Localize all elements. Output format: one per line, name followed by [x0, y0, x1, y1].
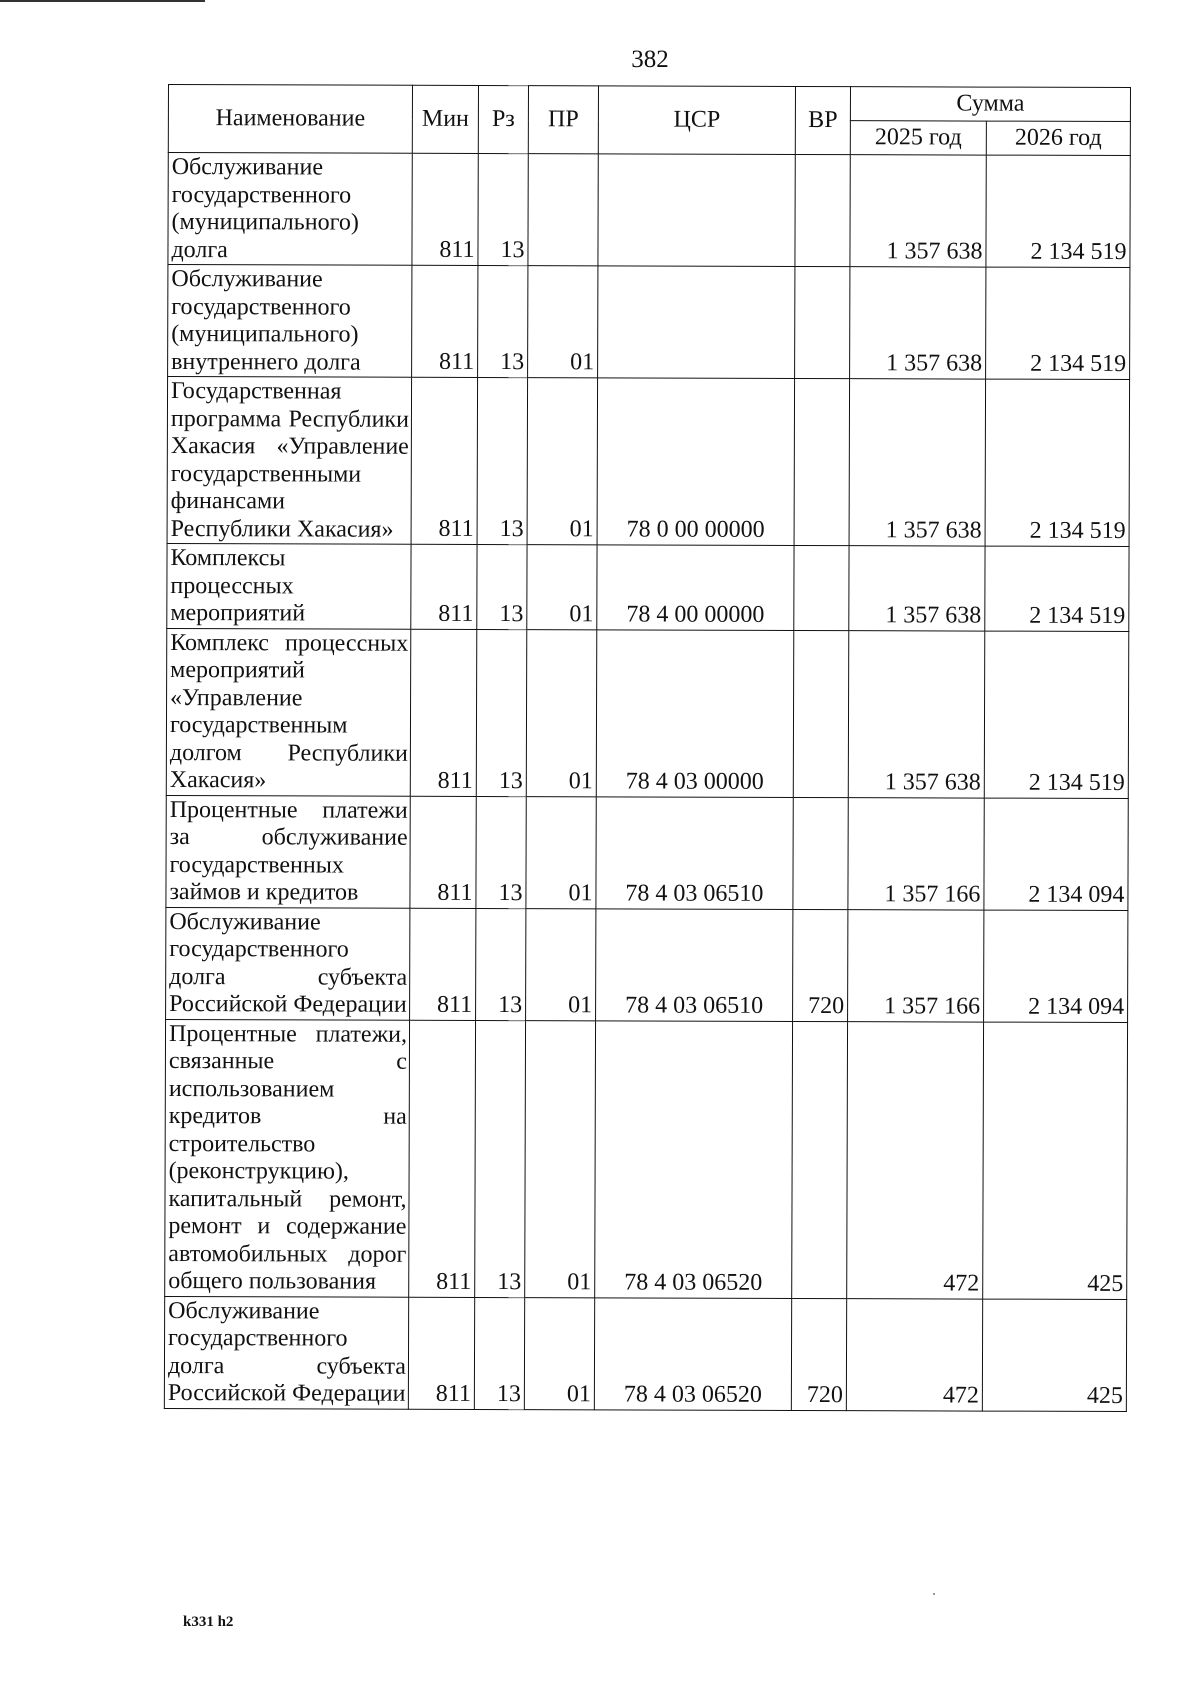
scan-edge-line — [0, 0, 205, 2]
cell-min: 811 — [412, 153, 478, 265]
table-row — [166, 795, 1128, 910]
cell-rz: 13 — [477, 544, 527, 629]
cell-name: Обслуживание государственного (муниципального) долга — [168, 153, 412, 266]
cell-2026: 2 134 519 — [986, 155, 1130, 267]
cell-vr — [793, 630, 849, 797]
cell-rz: 13 — [478, 153, 528, 265]
table-row — [164, 1296, 1126, 1411]
cell-name: Государственная программа Республики Хакасия «Управление государственными финансами Республики Хакасия» — [167, 377, 412, 545]
table-row — [165, 1019, 1128, 1299]
cell-min: 811 — [412, 265, 478, 377]
cell-rz: 13 — [474, 1297, 524, 1409]
table-row — [168, 265, 1130, 380]
table-row — [166, 907, 1128, 1022]
table-body — [164, 153, 1130, 1412]
cell-2025: 1 357 166 — [848, 797, 984, 909]
cell-name: Комплексы процессных мероприятий — [167, 543, 411, 628]
cell-rz: 13 — [476, 796, 526, 908]
cell-name: Обслуживание государственного (муниципального) внутреннего долга — [168, 265, 412, 378]
cell-name: Комплекс процессных мероприятий «Управление государственным долгом Республики Хакасия» — [166, 628, 411, 796]
table-header — [168, 85, 1130, 156]
cell-pr — [528, 154, 598, 266]
cell-2026: 2 134 519 — [985, 546, 1129, 631]
cell-pr: 01 — [526, 629, 597, 796]
cell-pr: 01 — [526, 908, 596, 1020]
cell-pr: 01 — [527, 545, 597, 630]
page-number: 382 — [631, 46, 669, 73]
cell-csr — [598, 266, 795, 379]
cell-csr: 78 4 00 00000 — [597, 545, 794, 630]
cell-2025: 1 357 638 — [849, 546, 985, 631]
cell-2026: 2 134 094 — [984, 798, 1128, 910]
header-vr: ВР — [795, 86, 850, 154]
cell-csr: 78 0 00 00000 — [597, 378, 795, 546]
cell-pr: 01 — [527, 378, 598, 545]
table-row — [168, 153, 1130, 268]
cell-csr: 78 4 03 00000 — [596, 629, 794, 797]
cell-vr — [795, 154, 850, 266]
cell-pr: 01 — [528, 266, 598, 378]
table-row — [167, 543, 1129, 631]
cell-2025: 1 357 638 — [850, 267, 986, 379]
cell-2026: 2 134 519 — [985, 379, 1130, 546]
cell-2026: 2 134 094 — [984, 910, 1128, 1022]
cell-rz: 13 — [476, 629, 527, 796]
cell-csr: 78 4 03 06510 — [596, 908, 793, 1021]
cell-rz: 13 — [478, 265, 528, 377]
cell-pr: 01 — [526, 796, 596, 908]
header-year-2026: 2026 год — [986, 121, 1130, 155]
cell-rz: 13 — [477, 377, 528, 544]
header-year-2025: 2025 год — [850, 121, 986, 155]
cell-name: Обслуживание государственного долга субъекта Российской Федерации — [166, 907, 410, 1020]
budget-table — [164, 84, 1131, 1412]
table-row — [166, 628, 1129, 798]
cell-min: 811 — [410, 796, 476, 908]
cell-name: Обслуживание государственного долга субъекта Российской Федерации — [164, 1296, 408, 1409]
cell-rz: 13 — [475, 1020, 526, 1297]
cell-vr: 720 — [791, 1298, 846, 1410]
cell-2026: 2 134 519 — [984, 631, 1129, 798]
cell-vr — [794, 545, 849, 630]
cell-min: 811 — [411, 544, 477, 629]
cell-vr — [795, 266, 850, 378]
header-pr: ПР — [528, 86, 598, 154]
cell-2026: 425 — [982, 1299, 1126, 1411]
cell-vr — [794, 378, 850, 545]
header-min: Мин — [412, 85, 478, 153]
footer-code: k331 h2 — [183, 1614, 234, 1630]
cell-2025: 1 357 166 — [848, 909, 984, 1021]
cell-2025: 1 357 638 — [850, 155, 986, 267]
cell-vr — [793, 797, 848, 909]
cell-2025: 1 357 638 — [849, 379, 986, 546]
cell-min: 811 — [411, 377, 478, 544]
cell-2025: 472 — [846, 1298, 982, 1410]
cell-name: Процентные платежи за обслуживание государственных займов и кредитов — [166, 795, 410, 908]
scan-speck — [933, 1593, 935, 1595]
cell-2026: 2 134 519 — [986, 267, 1130, 379]
cell-min: 811 — [410, 629, 477, 796]
cell-pr: 01 — [525, 1020, 596, 1297]
cell-2025: 472 — [847, 1021, 984, 1298]
header-rz: Рз — [478, 85, 528, 153]
header-name: Наименование — [168, 85, 412, 154]
cell-vr: 720 — [793, 909, 848, 1021]
cell-min: 811 — [409, 1020, 476, 1297]
cell-2026: 425 — [983, 1022, 1128, 1299]
cell-min: 811 — [408, 1297, 474, 1409]
cell-rz: 13 — [476, 908, 526, 1020]
cell-vr — [792, 1021, 848, 1298]
cell-csr: 78 4 03 06510 — [596, 796, 793, 909]
cell-csr: 78 4 03 06520 — [595, 1020, 793, 1298]
cell-name: Процентные платежи, связанные с использованием кредитов на строительство (реконструкцию), капитальный ремонт, ремонт и содержание автомобильных дорог общего пользования — [165, 1019, 410, 1297]
cell-csr: 78 4 03 06520 — [594, 1297, 791, 1410]
header-sum: Сумма — [850, 87, 1130, 122]
header-csr: ЦСР — [598, 86, 795, 155]
cell-pr: 01 — [524, 1297, 594, 1409]
cell-csr — [598, 154, 795, 267]
table-row — [167, 377, 1130, 547]
cell-min: 811 — [410, 908, 476, 1020]
cell-2025: 1 357 638 — [848, 630, 985, 797]
